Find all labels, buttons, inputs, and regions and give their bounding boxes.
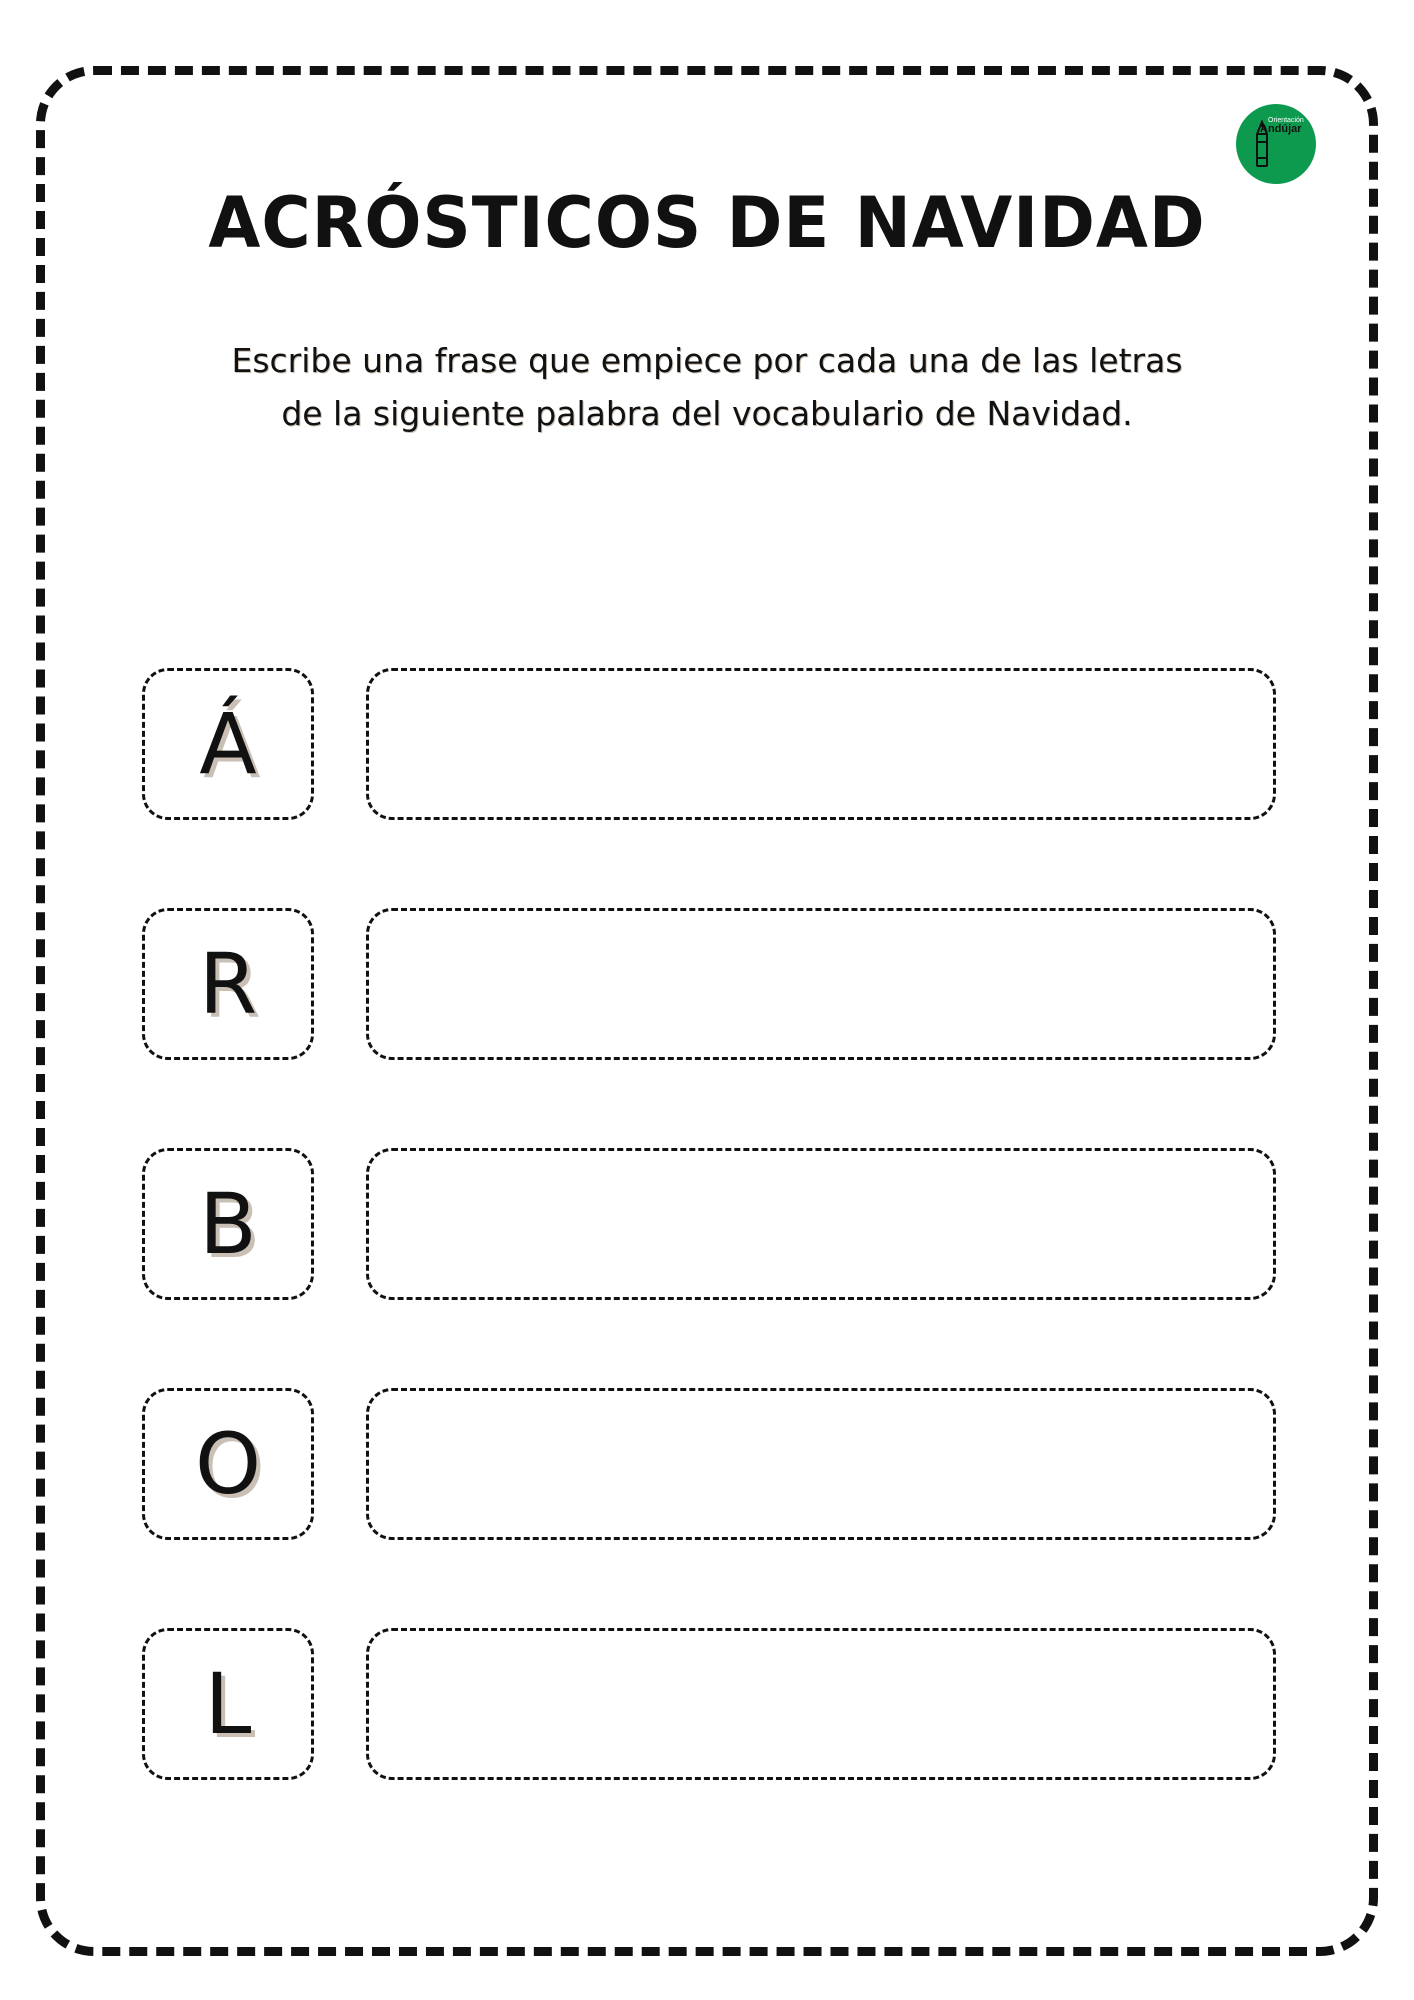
- logo-small-text: Orientación: [1268, 117, 1304, 124]
- acrostic-row: [142, 908, 1282, 1060]
- acrostic-row: [142, 668, 1282, 820]
- acrostic-rows: [142, 668, 1282, 1868]
- letter-box: [142, 1148, 314, 1300]
- answer-box[interactable]: [366, 1148, 1276, 1300]
- orientacion-andujar-logo: [1236, 104, 1316, 184]
- instructions-line-2: de la siguiente palabra del vocabulario de Navidad.: [281, 394, 1133, 433]
- logo-main-text: Andújar: [1260, 123, 1302, 135]
- acrostic-row: [142, 1148, 1282, 1300]
- acrostic-letter: L: [204, 1655, 252, 1753]
- letter-box: [142, 668, 314, 820]
- letter-box: [142, 1628, 314, 1780]
- answer-box[interactable]: [366, 908, 1276, 1060]
- acrostic-letter: R: [198, 935, 258, 1033]
- letter-box: [142, 908, 314, 1060]
- acrostic-letter: B: [199, 1175, 257, 1273]
- acrostic-letter: O: [194, 1415, 262, 1513]
- acrostic-row: [142, 1388, 1282, 1540]
- pencil-icon: [1236, 104, 1316, 184]
- page-title: ACRÓSTICOS DE NAVIDAD: [208, 182, 1206, 264]
- acrostic-letter: Á: [199, 695, 257, 793]
- answer-box[interactable]: [366, 1388, 1276, 1540]
- instructions-line-1: Escribe una frase que empiece por cada una de las letras: [231, 341, 1183, 380]
- letter-box: [142, 1388, 314, 1540]
- instructions: [150, 334, 1264, 440]
- answer-box[interactable]: [366, 1628, 1276, 1780]
- acrostic-row: [142, 1628, 1282, 1780]
- answer-box[interactable]: [366, 668, 1276, 820]
